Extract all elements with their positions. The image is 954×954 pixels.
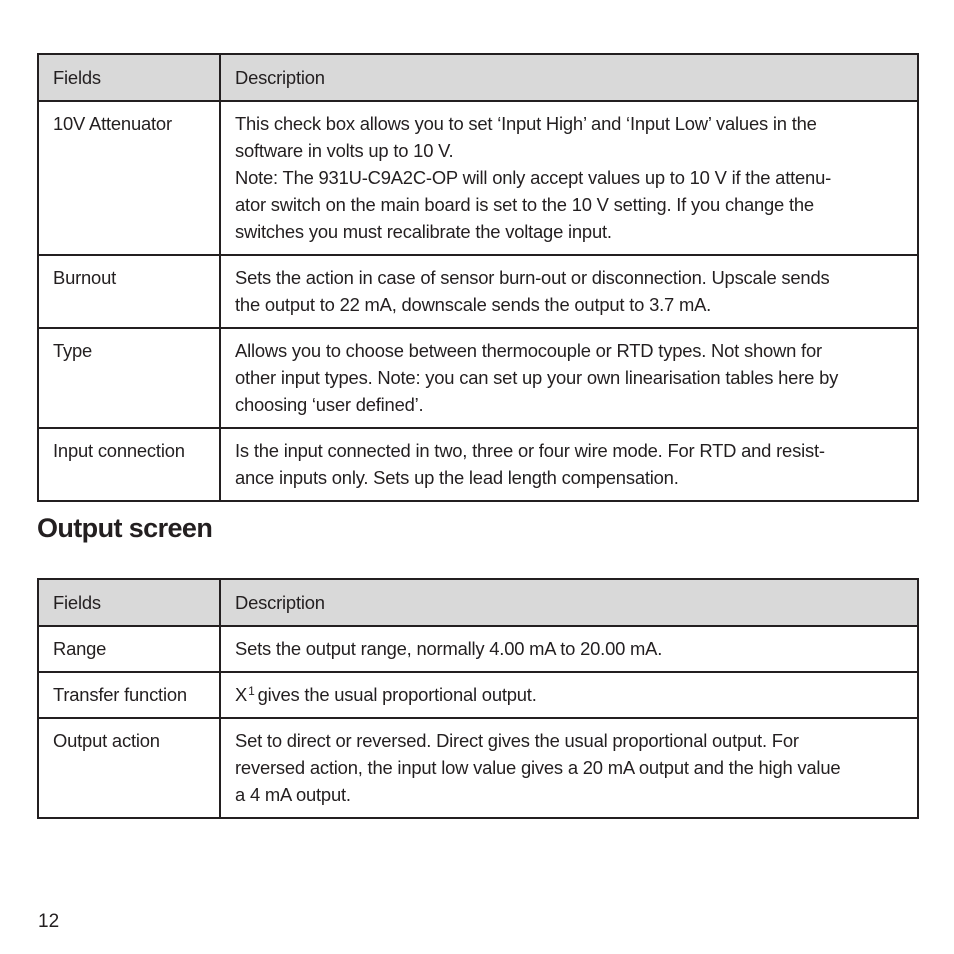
table-row bbox=[38, 255, 918, 328]
field-name-10v-attenuator: 10V Attenuator bbox=[38, 101, 220, 255]
description-line: reversed action, the input low value gives a 20 mA output and the high value bbox=[235, 757, 841, 778]
field-name-transfer-function: Transfer function bbox=[38, 672, 220, 718]
description-line: a 4 mA output. bbox=[235, 784, 351, 805]
field-description-transfer-function bbox=[220, 672, 918, 718]
description-line: ator switch on the main board is set to the 10 V setting. If you change the bbox=[235, 194, 814, 215]
table-header-row bbox=[38, 54, 918, 101]
description-line: Sets the action in case of sensor burn-out or disconnection. Upscale sends bbox=[235, 267, 830, 288]
field-description-type bbox=[220, 328, 918, 428]
table-row bbox=[38, 101, 918, 255]
formula-exponent: 1 bbox=[248, 684, 255, 698]
column-header-fields: Fields bbox=[38, 54, 220, 101]
description-line: Note: The 931U-C9A2C-OP will only accept values up to 10 V if the attenu- bbox=[235, 167, 832, 188]
field-name-output-action: Output action bbox=[38, 718, 220, 818]
formula-base: X bbox=[235, 684, 248, 705]
description-line: Set to direct or reversed. Direct gives the usual proportional output. For bbox=[235, 730, 799, 751]
field-name-input-connection: Input connection bbox=[38, 428, 220, 501]
field-description-range bbox=[220, 626, 918, 672]
table-row bbox=[38, 718, 918, 818]
input-fields-table bbox=[37, 53, 919, 502]
field-name-burnout: Burnout bbox=[38, 255, 220, 328]
description-text: gives the usual proportional output. bbox=[257, 684, 537, 705]
description-line: Is the input connected in two, three or four wire mode. For RTD and resist- bbox=[235, 440, 825, 461]
field-description-10v-attenuator bbox=[220, 101, 918, 255]
field-description-input-connection bbox=[220, 428, 918, 501]
section-heading-output-screen: Output screen bbox=[37, 513, 213, 543]
field-description-burnout bbox=[220, 255, 918, 328]
field-name-type: Type bbox=[38, 328, 220, 428]
table-header-row bbox=[38, 579, 918, 626]
description-line: Sets the output range, normally 4.00 mA to 20.00 mA. bbox=[235, 638, 663, 659]
description-line: the output to 22 mA, downscale sends the output to 3.7 mA. bbox=[235, 294, 712, 315]
table-row bbox=[38, 328, 918, 428]
description-line: choosing ‘user defined’. bbox=[235, 394, 424, 415]
description-line: software in volts up to 10 V. bbox=[235, 140, 454, 161]
description-line: switches you must recalibrate the voltage input. bbox=[235, 221, 612, 242]
table-row bbox=[38, 672, 918, 718]
table-row bbox=[38, 626, 918, 672]
description-line: Allows you to choose between thermocouple or RTD types. Not shown for bbox=[235, 340, 822, 361]
column-header-fields: Fields bbox=[38, 579, 220, 626]
page-number: 12 bbox=[38, 911, 60, 932]
output-fields-table bbox=[37, 578, 919, 819]
description-line: other input types. Note: you can set up your own linearisation tables here by bbox=[235, 367, 839, 388]
field-description-output-action bbox=[220, 718, 918, 818]
field-name-range: Range bbox=[38, 626, 220, 672]
column-header-description: Description bbox=[220, 54, 918, 101]
table-row bbox=[38, 428, 918, 501]
description-line: ance inputs only. Sets up the lead length compensation. bbox=[235, 467, 679, 488]
description-line: This check box allows you to set ‘Input High’ and ‘Input Low’ values in the bbox=[235, 113, 817, 134]
column-header-description: Description bbox=[220, 579, 918, 626]
